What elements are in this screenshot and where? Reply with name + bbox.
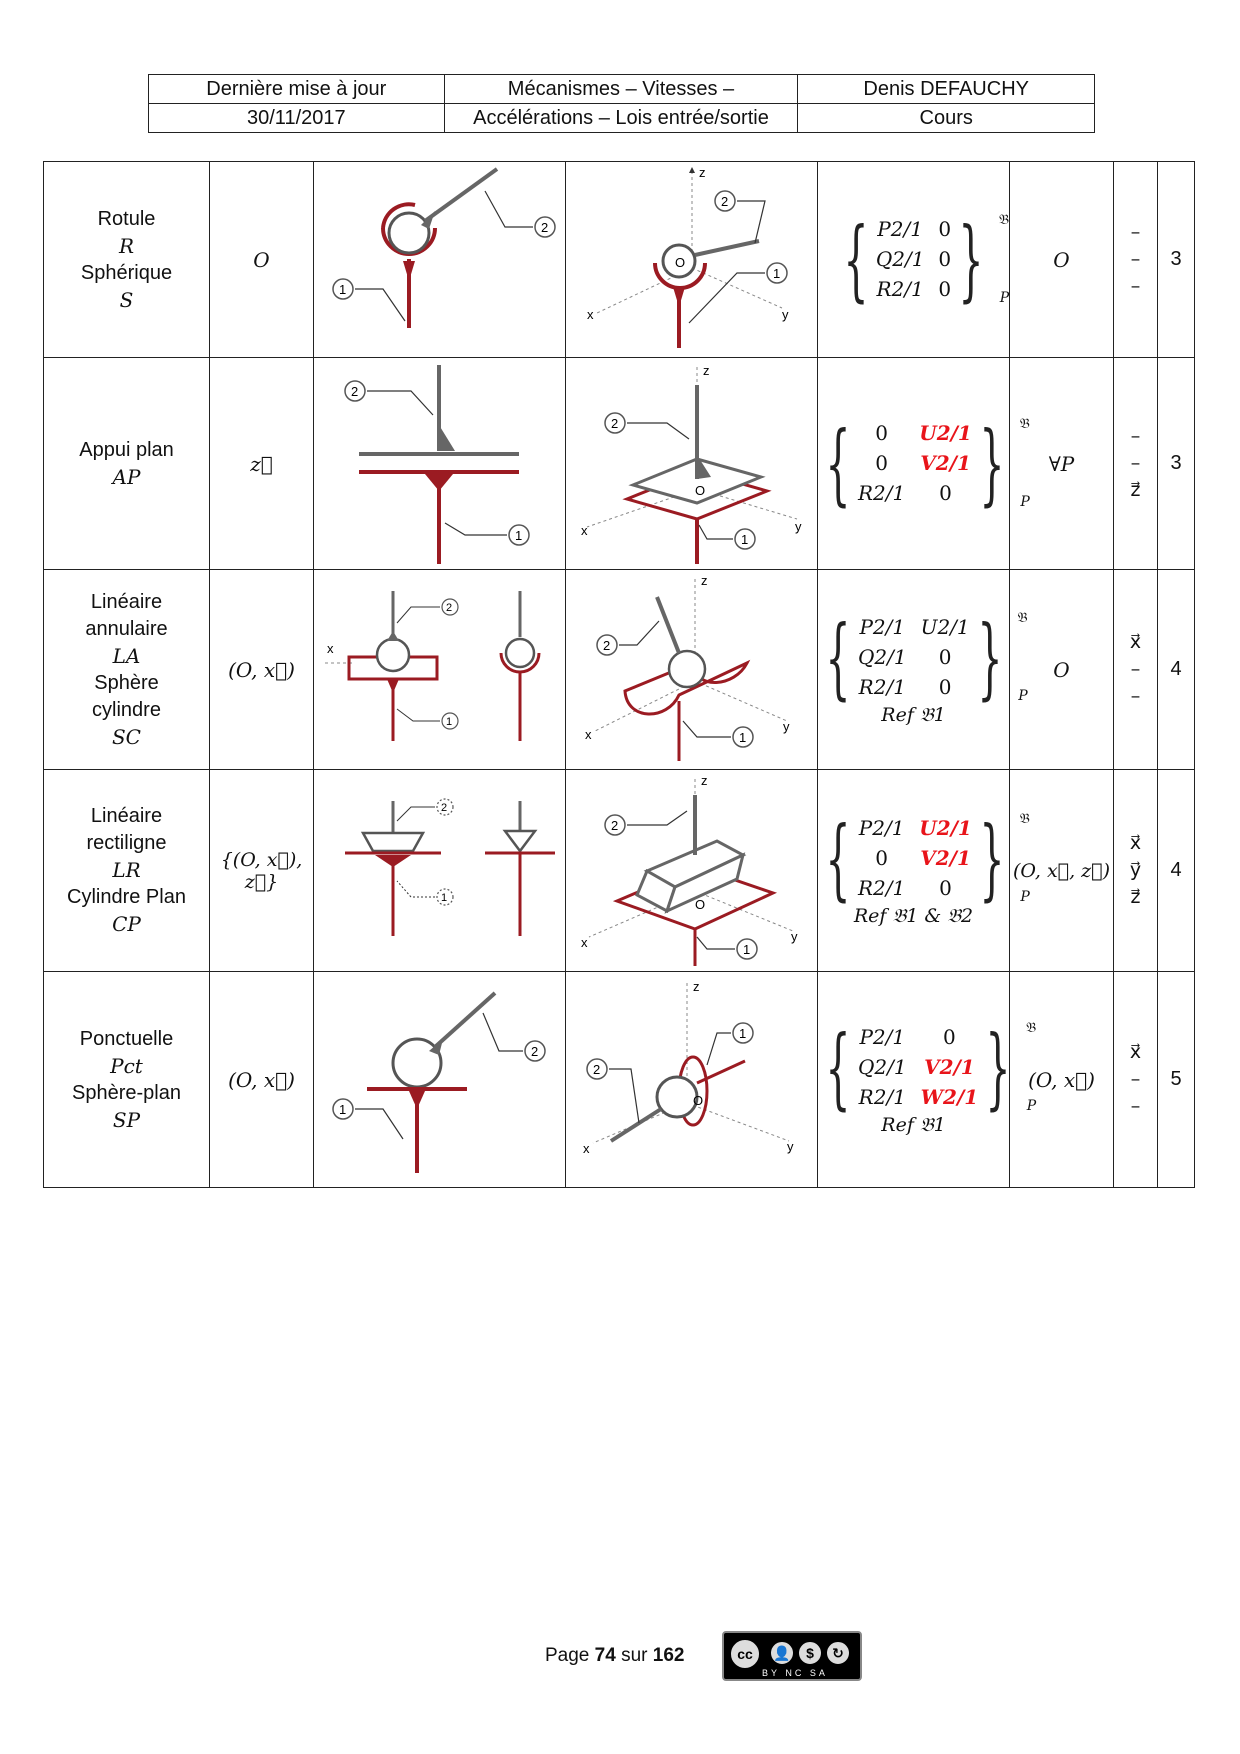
joint-name-2: rectiligne	[86, 832, 167, 854]
table-row	[44, 972, 1195, 1188]
kinematic-torseur: { P2/1 0 Q2/1 0 R2/1 0 } 𝔅 P	[843, 207, 1010, 311]
torseur-p: P2/1	[858, 816, 905, 840]
torseur-u: 0	[943, 1025, 956, 1049]
joint-alt-symbol: CP	[112, 912, 141, 936]
joint-alt-name: Sphérique	[80, 261, 173, 284]
label-2: 2	[530, 1043, 538, 1059]
joint-alt-name: Cylindre Plan	[67, 886, 186, 908]
torseur-basis: 𝔅	[1026, 1019, 1037, 1036]
page-sur: sur	[621, 1645, 648, 1666]
torseur-ref: Ref 𝔅1	[881, 703, 946, 726]
label-1: 1	[514, 527, 522, 543]
torseur-u: U2/1	[919, 816, 972, 840]
validity-zone: (O, x⃗)	[1010, 972, 1114, 1188]
joint-alt-name-2: cylindre	[92, 698, 161, 721]
dof-cell	[1114, 162, 1158, 358]
torseur-point: P	[999, 289, 1010, 306]
table-row	[44, 162, 1195, 358]
schema-3d-cell	[566, 358, 818, 570]
dof-3: z⃗	[1130, 479, 1141, 501]
dof-1: x⃗	[1129, 1041, 1142, 1063]
label-2: 2	[540, 219, 548, 235]
appui-plan-3d-schema	[567, 359, 817, 569]
torseur-point: P	[1020, 888, 1030, 905]
joint-symbol: Pct	[110, 1053, 143, 1078]
dof-3: z⃗	[1130, 886, 1141, 908]
torseur-w: 0	[938, 675, 952, 699]
torseur-cell	[818, 570, 1028, 770]
rotule-3d-schema	[567, 163, 817, 357]
axis-z: z	[698, 164, 705, 180]
dof-cell	[1114, 972, 1158, 1188]
joint-name: Rotule	[97, 207, 156, 230]
header-title-line1: Mécanismes – Vitesses –	[444, 75, 798, 104]
torseur-basis: 𝔅	[999, 211, 1010, 228]
torseur-point: P	[1026, 1097, 1037, 1114]
label-1: 1	[338, 1101, 346, 1117]
joint-center: O	[210, 162, 314, 358]
torseur-cell	[818, 162, 1010, 358]
header-doc-type: Cours	[798, 104, 1095, 133]
label-2: 2	[610, 817, 618, 833]
torseur-v: 0	[938, 645, 952, 669]
schema-2d-cell	[314, 162, 566, 358]
cc-icon: cc	[728, 1637, 762, 1671]
joint-name-cell	[44, 162, 210, 358]
cc-license-badge	[722, 1631, 862, 1681]
schema-3d-cell	[566, 770, 818, 972]
torseur-cell	[818, 972, 1037, 1188]
joint-name-cell	[44, 972, 210, 1188]
joint-alt-symbol: SP	[112, 1107, 141, 1132]
joint-center: {(O, x⃗), z⃗}	[210, 770, 314, 972]
torseur-u: U2/1	[920, 615, 970, 639]
axis-z: z	[700, 572, 707, 588]
label-1: 1	[738, 1025, 746, 1041]
rotule-2d-schema	[315, 163, 565, 357]
lineaire-rectiligne-3d-schema	[567, 771, 817, 971]
axis-x: x	[580, 934, 587, 950]
torseur-point: P	[1020, 493, 1030, 510]
joint-name: Linéaire	[90, 590, 163, 613]
dof-count: 3	[1158, 358, 1195, 570]
schema-2d-cell	[314, 972, 566, 1188]
joint-center: (O, x⃗)	[210, 972, 314, 1188]
ponctuelle-3d-schema	[567, 973, 817, 1187]
schema-2d-cell	[314, 770, 566, 972]
validity-zone: (O, x⃗, z⃗)	[1010, 770, 1114, 972]
lineaire-annulaire-3d-schema	[567, 571, 817, 769]
label-2: 2	[350, 383, 358, 399]
axis-z: z	[692, 978, 699, 994]
axis-y: y	[782, 718, 789, 734]
axis-y: y	[794, 518, 801, 534]
table-row	[44, 570, 1195, 770]
axis-x: x	[584, 726, 591, 742]
axis-x: x	[580, 522, 587, 538]
torseur-u: 0	[938, 217, 952, 241]
page-number	[545, 1645, 684, 1667]
torseur-u: U2/1	[919, 421, 972, 445]
joint-name: Ponctuelle	[79, 1027, 174, 1050]
joint-center: (O, x⃗)	[210, 570, 314, 770]
dof-2: y⃗	[1129, 859, 1142, 881]
torseur-p: P2/1	[859, 1025, 906, 1049]
joint-symbol: AP	[112, 464, 141, 489]
torseur-w: W2/1	[920, 1085, 979, 1109]
dof-1: x⃗	[1129, 832, 1142, 854]
appui-plan-2d-schema	[315, 359, 565, 569]
torseur-q: Q2/1	[858, 1055, 907, 1079]
dof-2: –	[1130, 1068, 1141, 1090]
schema-3d-cell	[566, 570, 818, 770]
by-icon: 👤	[768, 1639, 796, 1667]
origin-label: O	[692, 1092, 703, 1108]
validity-zone: O	[1010, 162, 1114, 358]
table-row	[44, 358, 1195, 570]
torseur-r: R2/1	[858, 1085, 906, 1109]
validity-zone: ∀P	[1010, 358, 1114, 570]
dof-3: –	[1130, 685, 1141, 707]
torseur-r: R2/1	[858, 675, 906, 699]
header-update-label: Dernière mise à jour	[149, 75, 445, 104]
torseur-w: 0	[938, 277, 952, 301]
table-row	[44, 770, 1195, 972]
axis-x: x	[586, 306, 593, 322]
schema-2d-cell	[314, 358, 566, 570]
axis-z: z	[702, 362, 709, 378]
dof-count: 4	[1158, 770, 1195, 972]
joint-name-cell	[44, 770, 210, 972]
torseur-w: 0	[939, 481, 952, 505]
joint-alt-symbol: S	[119, 287, 134, 312]
torseur-v: 0	[938, 247, 952, 271]
joint-name: Appui plan	[79, 438, 174, 461]
torseur-basis: 𝔅	[1019, 810, 1030, 827]
label-1: 1	[445, 715, 452, 728]
torseur-p: P2/1	[877, 217, 923, 241]
document-header	[148, 74, 1095, 133]
label-2: 2	[445, 601, 452, 614]
lineaire-rectiligne-2d-schema	[315, 771, 565, 971]
label-1: 1	[738, 729, 746, 745]
dof-3: –	[1130, 275, 1141, 297]
dof-cell	[1114, 570, 1158, 770]
schema-3d-cell	[566, 162, 818, 358]
header-date: 30/11/2017	[149, 104, 445, 133]
dof-cell	[1114, 358, 1158, 570]
torseur-w: 0	[939, 876, 952, 900]
dof-count: 5	[1158, 972, 1195, 1188]
torseur-r: R2/1	[858, 481, 906, 505]
joint-name: Linéaire	[90, 805, 163, 827]
axis-x: x	[326, 640, 333, 656]
joint-name-cell	[44, 570, 210, 770]
torseur-v: V2/1	[920, 451, 971, 475]
joint-name-cell	[44, 358, 210, 570]
torseur-basis: 𝔅	[1017, 609, 1028, 626]
torseur-q: Q2/1	[875, 247, 925, 271]
label-1: 1	[440, 891, 447, 904]
axis-z: z	[700, 772, 707, 788]
torseur-cell	[818, 358, 1030, 570]
dof-count: 3	[1158, 162, 1195, 358]
label-1: 1	[740, 531, 748, 547]
torseur-q: Q2/1	[858, 645, 907, 669]
dof-2: –	[1130, 452, 1141, 474]
joint-symbol: LA	[112, 643, 141, 668]
joint-alt-name: Sphère	[94, 671, 159, 694]
nc-icon: $	[796, 1639, 824, 1667]
kinematic-torseur: { P2/1 U2/1 0 V2/1 R2/1 0 } 𝔅 P	[825, 806, 1030, 910]
joint-alt-symbol: SC	[111, 724, 141, 749]
joint-center: z⃗	[210, 358, 314, 570]
schema-3d-cell	[566, 972, 818, 1188]
torseur-ref: Ref 𝔅1 & 𝔅2	[853, 904, 974, 927]
torseur-ref: Ref 𝔅1	[881, 1113, 946, 1136]
torseur-point: P	[1018, 687, 1028, 704]
torseur-r: R2/1	[876, 277, 924, 301]
dof-2: –	[1130, 248, 1141, 270]
kinematic-torseur: { P2/1 0 Q2/1 V2/1 R2/1 W2/1 } 𝔅 P	[825, 1015, 1037, 1119]
joint-symbol: LR	[112, 858, 141, 882]
torseur-q: 0	[875, 846, 888, 870]
axis-y: y	[786, 1138, 793, 1154]
label-2: 2	[602, 637, 610, 653]
schema-2d-cell	[314, 570, 566, 770]
dof-2: –	[1130, 658, 1141, 680]
joint-alt-name: Sphère-plan	[72, 1081, 181, 1104]
ponctuelle-2d-schema	[315, 973, 565, 1187]
page-current: 74	[594, 1645, 616, 1666]
axis-y: y	[790, 928, 797, 944]
label-2: 2	[440, 801, 447, 814]
torseur-q: 0	[875, 451, 888, 475]
torseur-v: V2/1	[920, 846, 971, 870]
validity-zone: O	[1010, 570, 1114, 770]
license-terms: BY NC SA	[762, 1668, 828, 1678]
torseur-r: R2/1	[858, 876, 906, 900]
torseur-basis: 𝔅	[1019, 415, 1030, 432]
label-2: 2	[610, 415, 618, 431]
torseur-cell	[818, 770, 1030, 972]
torseur-p: P2/1	[859, 615, 906, 639]
label-2: 2	[720, 193, 728, 209]
page-prefix: Page	[545, 1645, 590, 1666]
kinematic-torseur: { 0 U2/1 0 V2/1 R2/1 0 } 𝔅 P	[825, 411, 1030, 515]
kinematic-torseur: { P2/1 U2/1 Q2/1 0 R2/1 0 } 𝔅 P	[825, 605, 1028, 709]
label-1: 1	[338, 281, 346, 297]
sa-icon: ↻	[824, 1639, 852, 1667]
label-1: 1	[742, 941, 750, 957]
origin-label: O	[694, 482, 705, 498]
origin-label: O	[694, 896, 705, 912]
header-title-line2: Accélérations – Lois entrée/sortie	[444, 104, 798, 133]
label-2: 2	[592, 1061, 600, 1077]
joint-symbol: R	[118, 233, 135, 258]
label-1: 1	[772, 265, 780, 281]
dof-count: 4	[1158, 570, 1195, 770]
header-author: Denis DEFAUCHY	[798, 75, 1095, 104]
axis-y: y	[781, 306, 788, 322]
joint-name-2: annulaire	[85, 617, 168, 640]
torseur-p: 0	[875, 421, 888, 445]
dof-cell	[1114, 770, 1158, 972]
page-total: 162	[652, 1645, 685, 1666]
dof-1: –	[1130, 221, 1141, 243]
dof-1: –	[1130, 425, 1141, 447]
dof-1: x⃗	[1129, 631, 1142, 653]
liaisons-table	[43, 161, 1195, 1188]
axis-x: x	[582, 1140, 589, 1156]
lineaire-annulaire-2d-schema	[315, 571, 565, 769]
torseur-v: V2/1	[924, 1055, 975, 1079]
dof-3: –	[1130, 1095, 1141, 1117]
origin-label: O	[674, 254, 685, 270]
